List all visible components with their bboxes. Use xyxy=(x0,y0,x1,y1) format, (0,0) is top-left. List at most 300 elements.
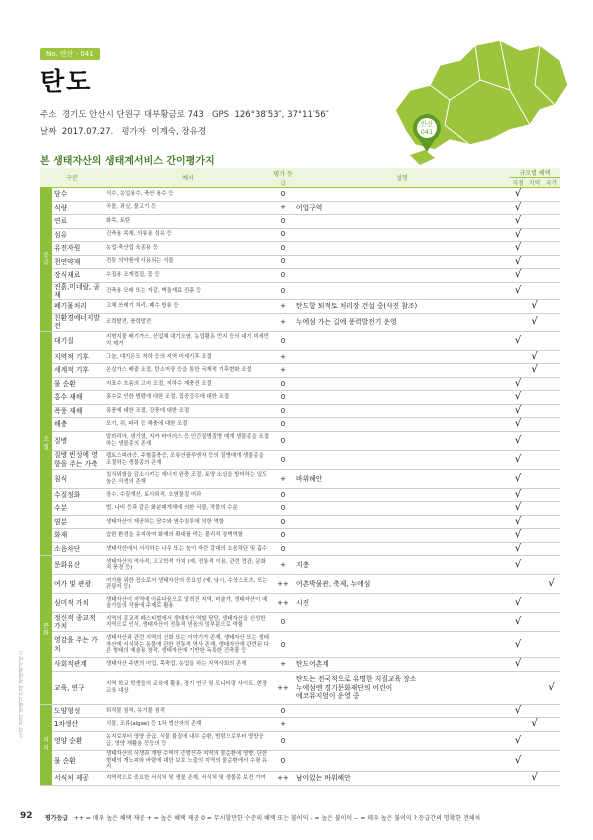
example-cell: 생태자산의 식생과 개방 수역이 증발산과 지역의 물순환에 영향, 단한 형태의 개노피와 바람에 대한 보호 노출의 지역의 물순환에서 수평 유지 xyxy=(104,750,272,771)
example-cell: 퇴적물 침적, 유기물 침적 xyxy=(104,704,272,718)
scope-local-cell xyxy=(510,255,526,269)
table-row xyxy=(40,404,560,418)
scope-national-cell xyxy=(543,529,560,543)
example-cell: 생태자산 주변의 어업, 목축업, 농업을 하는 지역사회의 존재 xyxy=(104,658,272,672)
scope-national-cell xyxy=(543,502,560,516)
service-name-cell: 영양 순환 xyxy=(52,731,104,750)
scope-regional-cell xyxy=(526,575,543,594)
scope-local-cell xyxy=(510,731,526,750)
scope-national-cell xyxy=(543,671,560,704)
grade-cell: 0 xyxy=(272,282,294,300)
scope-regional-cell xyxy=(526,201,543,215)
table-row xyxy=(40,613,560,632)
grade-cell: + xyxy=(272,313,294,331)
grade-cell: + xyxy=(272,718,294,732)
service-name-cell: 질병 xyxy=(52,431,104,450)
example-cell: 말라리아, 댕기열, 지카 바이러스 등 인간질병질병 매개 생물종을 조절하는 생물종의 존재 xyxy=(104,431,272,450)
grade-cell: 0 xyxy=(272,542,294,556)
scope-local-cell xyxy=(510,575,526,594)
description-cell: 시진 xyxy=(294,594,510,613)
example-cell: 지역 학교 학생들의 교육에 활용, 장기 연구 및 모니터링 사이트, 현장교육 대상 xyxy=(104,671,272,704)
table-row xyxy=(40,364,560,378)
service-name-cell: 문화유산 xyxy=(52,556,104,575)
service-name-cell: 친환경에너지발전 xyxy=(52,313,104,331)
example-cell: 여가를 위한 장소로서 생태자산의 중요성 (예, 낚시, 수상스포츠, 또는 관광지 등) xyxy=(104,575,272,594)
grade-cell: + xyxy=(272,658,294,672)
service-name-cell: 유전자원 xyxy=(52,242,104,256)
grade-cell: 0 xyxy=(272,228,294,242)
table-row xyxy=(40,718,560,732)
col-regional: 지역 xyxy=(526,178,543,188)
page-title: 탄도 xyxy=(40,67,93,96)
scope-local-cell xyxy=(510,542,526,556)
col-category: 구분 xyxy=(40,168,104,188)
scope-local-cell xyxy=(510,772,526,786)
check-icon: √ xyxy=(514,377,522,389)
service-name-cell: 섬유 xyxy=(52,228,104,242)
service-name-cell: 서식처 제공 xyxy=(52,772,104,786)
scope-national-cell xyxy=(543,613,560,632)
table-row xyxy=(40,300,560,314)
grade-cell: 0 xyxy=(272,632,294,658)
scope-regional-cell xyxy=(526,502,543,516)
check-icon: √ xyxy=(531,364,538,376)
scope-local-cell xyxy=(510,313,526,331)
grade-cell: ++ xyxy=(272,575,294,594)
scope-local-cell xyxy=(510,404,526,418)
table-header-row xyxy=(40,168,560,178)
scope-regional-cell xyxy=(526,488,543,502)
scope-national-cell xyxy=(543,404,560,418)
example-cell: 생태자산과 관련 지역의 신화 또는 이야기가 존재, 생태자산 또는 생태자산에 서식하는 동물에 관한 전통적 역사 존재, 생태자산에 관련된 다른 형태의 예술용 창작, 생태자산에 기반한 독특한 건축물 등 xyxy=(104,632,272,658)
scope-local-cell xyxy=(510,201,526,215)
grade-cell: 0 xyxy=(272,750,294,771)
scope-national-cell xyxy=(543,255,560,269)
service-name-cell: 정신적 종교적 가치 xyxy=(52,613,104,632)
table-row xyxy=(40,350,560,364)
scope-national-cell xyxy=(543,215,560,229)
example-cell: 습한 환경을 유지하여 화재의 확대를 막는 물리적 장벽역할 xyxy=(104,529,272,543)
example-cell: 지역의 종교적 페스티벌에서 생태자산 역할 담당, 생태자산을 신성한 지역으로 인식, 생태자산이 전통적 믿음의 일부분으로 역할 xyxy=(104,613,272,632)
grade-cell: 0 xyxy=(272,502,294,516)
table-row xyxy=(40,469,560,488)
grade-cell: 0 xyxy=(272,391,294,405)
scope-local-cell xyxy=(510,556,526,575)
map-label-top: 안산 xyxy=(420,120,434,128)
table-row xyxy=(40,750,560,771)
scope-local-cell xyxy=(510,450,526,469)
category-cell: 공급 xyxy=(40,188,52,332)
scope-national-cell xyxy=(543,772,560,786)
example-cell: 곡물, 과실, 물고기 등 xyxy=(104,201,272,215)
scope-local-cell xyxy=(510,469,526,488)
example-cell: 생태자산이 제공하는 담수와 염수침투에 의한 역할 xyxy=(104,515,272,529)
check-icon: √ xyxy=(514,734,522,746)
scope-national-cell xyxy=(543,704,560,718)
check-icon: √ xyxy=(514,472,522,484)
example-cell: 농지로부터 영양 공급, 식물 뮬질에 내부 순환, 범람으로부터 영양공급, 영양 재활용 등등의 등 xyxy=(104,731,272,750)
table-row xyxy=(40,515,560,529)
check-icon: √ xyxy=(514,616,522,628)
scope-national-cell xyxy=(543,364,560,378)
example-cell: 건축용 모래 또는 자갈, 벽돌재료 진흙 등 xyxy=(104,282,272,300)
service-name-cell: 진흙,미네랄, 골재 xyxy=(52,282,104,300)
service-name-cell: 지역적 기후 xyxy=(52,350,104,364)
grade-cell: 0 xyxy=(272,331,294,350)
scope-local-cell xyxy=(510,188,526,202)
check-icon: √ xyxy=(514,334,522,346)
example-cell: 폭풍에 대한 조절, 강풍에 대한 조절 xyxy=(104,404,272,418)
scope-national-cell xyxy=(543,431,560,450)
table-row xyxy=(40,331,560,350)
scope-regional-cell xyxy=(526,632,543,658)
asset-number-badge: No. 안산 - 041 xyxy=(40,48,100,60)
grade-cell: 0 xyxy=(272,404,294,418)
description-cell xyxy=(294,502,510,516)
scope-national-cell xyxy=(543,658,560,672)
scope-local-cell xyxy=(510,488,526,502)
grade-cell: + xyxy=(272,300,294,314)
scope-regional-cell xyxy=(526,269,543,283)
table-row xyxy=(40,731,560,750)
scope-regional-cell xyxy=(526,594,543,613)
service-name-cell: 사회적관계 xyxy=(52,658,104,672)
check-icon: √ xyxy=(514,228,522,240)
check-icon: √ xyxy=(514,215,522,226)
service-name-cell: 연료 xyxy=(52,215,104,229)
scope-local-cell xyxy=(510,632,526,658)
grade-cell: ++ xyxy=(272,671,294,704)
col-local: 지점 xyxy=(510,178,526,188)
scope-local-cell xyxy=(510,331,526,350)
scope-national-cell xyxy=(543,418,560,432)
scope-national-cell xyxy=(543,350,560,364)
grade-legend xyxy=(45,813,480,822)
description-cell xyxy=(294,529,510,543)
service-name-cell: 물 순환 xyxy=(52,750,104,771)
service-name-cell: 교육, 연구 xyxy=(52,671,104,704)
table-row xyxy=(40,575,560,594)
scope-regional-cell xyxy=(526,704,543,718)
service-name-cell: 폭풍 재해 xyxy=(52,404,104,418)
service-name-cell: 영감을 주는 가치 xyxy=(52,632,104,658)
scope-national-cell xyxy=(543,300,560,314)
grade-cell: + xyxy=(272,350,294,364)
example-cell: 고체 쓰레기 처리, 폐수 방류 등 xyxy=(104,300,272,314)
scope-national-cell xyxy=(543,188,560,202)
scope-national-cell xyxy=(543,594,560,613)
scope-national-cell xyxy=(543,632,560,658)
evaluator-label: 평가자 xyxy=(121,127,146,137)
scope-regional-cell xyxy=(526,418,543,432)
scope-national-cell xyxy=(543,542,560,556)
col-grade: 평가 등급 xyxy=(272,168,294,188)
scope-national-cell xyxy=(543,201,560,215)
service-name-cell: 식량 xyxy=(52,201,104,215)
scope-local-cell xyxy=(510,671,526,704)
check-icon: √ xyxy=(514,559,522,571)
table-row xyxy=(40,215,560,229)
scope-national-cell xyxy=(543,377,560,391)
description-cell: 지충 xyxy=(294,556,510,575)
legend-text: ++ = 매우 높은 혜택 제공 + = 높은 혜택 제공 0 = 무시할만한 수준의 혜택 또는 불이익 - = 높은 불이익 -- = 매우 높은 불이익 ? 등급간의 명확한 견해차 xyxy=(73,815,481,822)
description-cell xyxy=(294,188,510,202)
check-icon: √ xyxy=(514,658,522,670)
scope-regional-cell xyxy=(526,431,543,450)
scope-regional-cell xyxy=(526,331,543,350)
check-icon: √ xyxy=(514,255,522,267)
page-number: 92 xyxy=(20,811,33,821)
example-cell: 농업·축산업 육종용 등 xyxy=(104,242,272,256)
example-cell: 침식위험을 감소시키는 에너지 완충 조절, 토양 소실을 방어하는 일도 높은 식생의 존재 xyxy=(104,469,272,488)
scope-regional-cell xyxy=(526,469,543,488)
scope-regional-cell xyxy=(526,450,543,469)
table-row xyxy=(40,594,560,613)
scope-regional-cell xyxy=(526,282,543,300)
service-name-cell: 담수 xyxy=(52,188,104,202)
example-cell: 지역적으로 중요한 서식처 및 생물 존재, 서식처 및 생물종 보전 기여 xyxy=(104,772,272,786)
table-row xyxy=(40,431,560,450)
category-cell: 조절 xyxy=(40,331,52,556)
example-cell: 그늘, 대기온도 저하 등의 지역 미세기후 조절 xyxy=(104,350,272,364)
description-cell xyxy=(294,282,510,300)
check-icon: √ xyxy=(531,772,538,784)
grade-cell: 0 xyxy=(272,418,294,432)
map-label-bottom: 041 xyxy=(420,128,434,136)
scope-regional-cell xyxy=(526,377,543,391)
table-row xyxy=(40,269,560,283)
table-row xyxy=(40,450,560,469)
grade-cell: 0 xyxy=(272,255,294,269)
scope-local-cell xyxy=(510,529,526,543)
table-row xyxy=(40,228,560,242)
scope-regional-cell xyxy=(526,300,543,314)
legend-label: 평가등급 xyxy=(45,815,69,822)
scope-regional-cell xyxy=(526,313,543,331)
description-cell xyxy=(294,228,510,242)
scope-local-cell xyxy=(510,594,526,613)
grade-cell: 0 xyxy=(272,704,294,718)
service-name-cell: 수질정화 xyxy=(52,488,104,502)
scope-local-cell xyxy=(510,350,526,364)
scope-regional-cell xyxy=(526,529,543,543)
description-cell xyxy=(294,269,510,283)
description-cell: 탄도항 퇴적토 처리장 건설 중(사진 참조) xyxy=(294,300,510,314)
scope-local-cell xyxy=(510,377,526,391)
example-cell: 생태자산에서 서식하는 나무 또는 높이 자란 갈대의 소음차단 및 흡수 xyxy=(104,542,272,556)
description-cell: 어업구역 xyxy=(294,201,510,215)
description-cell xyxy=(294,331,510,350)
scope-local-cell xyxy=(510,515,526,529)
scope-regional-cell xyxy=(526,658,543,672)
scope-local-cell xyxy=(510,269,526,283)
scope-regional-cell xyxy=(526,556,543,575)
service-name-cell: 폐기물처리 xyxy=(52,300,104,314)
grade-cell: ++ xyxy=(272,594,294,613)
scope-national-cell xyxy=(543,450,560,469)
check-icon: √ xyxy=(514,754,522,766)
service-name-cell: 화재 xyxy=(52,529,104,543)
scope-regional-cell xyxy=(526,718,543,732)
scope-local-cell xyxy=(510,431,526,450)
check-icon: √ xyxy=(514,529,522,541)
description-cell xyxy=(294,704,510,718)
date-line xyxy=(40,125,206,137)
table-row xyxy=(40,188,560,202)
description-cell xyxy=(294,350,510,364)
scope-local-cell xyxy=(510,242,526,256)
scope-national-cell xyxy=(543,488,560,502)
table-row xyxy=(40,377,560,391)
scope-local-cell xyxy=(510,750,526,771)
check-icon: √ xyxy=(531,350,538,362)
scope-local-cell xyxy=(510,704,526,718)
table-row xyxy=(40,658,560,672)
check-icon: √ xyxy=(514,242,522,253)
scope-regional-cell xyxy=(526,515,543,529)
table-row xyxy=(40,542,560,556)
table-row xyxy=(40,632,560,658)
description-cell xyxy=(294,364,510,378)
category-cell: 문화 xyxy=(40,556,52,705)
description-cell xyxy=(294,255,510,269)
scope-national-cell xyxy=(543,313,560,331)
service-name-cell: 침식 xyxy=(52,469,104,488)
grade-cell: 0 xyxy=(272,488,294,502)
scope-regional-cell xyxy=(526,731,543,750)
service-name-cell: 1차생산 xyxy=(52,718,104,732)
scope-regional-cell xyxy=(526,350,543,364)
description-cell: 어촌박물관, 축제, 누에섬 xyxy=(294,575,510,594)
check-icon: √ xyxy=(514,404,522,416)
grade-cell: 0 xyxy=(272,242,294,256)
grade-cell: 0 xyxy=(272,515,294,529)
scope-regional-cell xyxy=(526,215,543,229)
description-cell xyxy=(294,377,510,391)
col-national: 국가 xyxy=(543,178,560,188)
scope-national-cell xyxy=(543,282,560,300)
grade-cell: ++ xyxy=(272,772,294,786)
scope-local-cell xyxy=(510,418,526,432)
scope-regional-cell xyxy=(526,613,543,632)
scope-regional-cell xyxy=(526,542,543,556)
example-cell: 지표수 흐름의 고저 조절, 지하수 재충전 조절 xyxy=(104,377,272,391)
description-cell xyxy=(294,731,510,750)
service-name-cell: 세계적 기후 xyxy=(52,364,104,378)
check-icon: √ xyxy=(514,188,522,199)
description-cell: 탄도어촌계 xyxy=(294,658,510,672)
scope-national-cell xyxy=(543,515,560,529)
check-icon: √ xyxy=(514,488,522,500)
description-cell: 바위해안 xyxy=(294,469,510,488)
check-icon: √ xyxy=(514,502,522,514)
scope-local-cell xyxy=(510,391,526,405)
address-line xyxy=(40,108,329,120)
table-row xyxy=(40,255,560,269)
example-cell: 화목, 토탄 xyxy=(104,215,272,229)
description-cell: 누에섬 가는 길에 풍력발전기 운영 xyxy=(294,313,510,331)
scope-regional-cell xyxy=(526,255,543,269)
table-row xyxy=(40,772,560,786)
check-icon: √ xyxy=(514,638,522,650)
table-row xyxy=(40,418,560,432)
table-row xyxy=(40,313,560,331)
service-name-cell: 도양형성 xyxy=(52,704,104,718)
table-row xyxy=(40,201,560,215)
description-cell xyxy=(294,450,510,469)
scope-national-cell xyxy=(543,575,560,594)
check-icon: √ xyxy=(514,542,522,554)
description-cell xyxy=(294,613,510,632)
scope-regional-cell xyxy=(526,772,543,786)
description-cell xyxy=(294,750,510,771)
table-row xyxy=(40,282,560,300)
check-icon: √ xyxy=(514,391,522,403)
description-cell xyxy=(294,488,510,502)
grade-cell: 0 xyxy=(272,269,294,283)
grade-cell: 0 xyxy=(272,188,294,202)
grade-cell: 0 xyxy=(272,431,294,450)
scope-local-cell xyxy=(510,718,526,732)
example-cell: 홍수로 인한 범람에 대한 조절, 집중강우에 대한 조절 xyxy=(104,391,272,405)
table-row xyxy=(40,704,560,718)
table-row xyxy=(40,242,560,256)
example-cell: 온실가스 배출 조절, 탄소저장 등을 통한 국제적 기후변화 조절 xyxy=(104,364,272,378)
description-cell xyxy=(294,418,510,432)
example-cell: 건축용 목재, 의류용 섬유 등 xyxy=(104,228,272,242)
check-icon: √ xyxy=(514,453,522,465)
table-row xyxy=(40,391,560,405)
check-icon: √ xyxy=(531,316,538,328)
check-icon: √ xyxy=(548,681,555,693)
service-name-cell: 심미적 가치 xyxy=(52,594,104,613)
grade-cell: 0 xyxy=(272,529,294,543)
description-cell xyxy=(294,431,510,450)
grade-cell: + xyxy=(272,469,294,488)
check-icon: √ xyxy=(514,597,522,609)
description-cell: 남아있는 바위해안 xyxy=(294,772,510,786)
example-cell: 장수, 수질개선, 토사퇴적, 오염물질 여과 xyxy=(104,488,272,502)
description-cell xyxy=(294,404,510,418)
example-cell: 벌, 나비 등과 같은 화분매개체에 의한 식물, 작물의 수분 xyxy=(104,502,272,516)
service-name-cell: 장식재료 xyxy=(52,269,104,283)
col-scope: 규모별 혜택 xyxy=(510,168,560,178)
example-cell: 지형지물 배기가스, 산업체 대기오염, 농업활동 먼지 등의 대기 미세먼지 제거 xyxy=(104,331,272,350)
service-name-cell: 소음차단 xyxy=(52,542,104,556)
service-name-cell: 홍수 재해 xyxy=(52,391,104,405)
grade-cell: 0 xyxy=(272,377,294,391)
description-cell xyxy=(294,515,510,529)
service-name-cell: 천연약재 xyxy=(52,255,104,269)
scope-regional-cell xyxy=(526,188,543,202)
grade-cell: 0 xyxy=(272,613,294,632)
check-icon: √ xyxy=(514,269,522,280)
scope-national-cell xyxy=(543,469,560,488)
scope-local-cell xyxy=(510,658,526,672)
grade-cell: + xyxy=(272,201,294,215)
grade-cell: 0 xyxy=(272,450,294,469)
scope-local-cell xyxy=(510,613,526,632)
location-map xyxy=(390,30,575,170)
scope-national-cell xyxy=(543,242,560,256)
service-name-cell: 해충 xyxy=(52,418,104,432)
col-description: 설명 xyxy=(294,168,510,188)
scope-national-cell xyxy=(543,269,560,283)
check-icon: √ xyxy=(548,578,555,590)
scope-local-cell xyxy=(510,215,526,229)
check-icon: √ xyxy=(514,515,522,527)
service-name-cell: 여가 및 관광 xyxy=(52,575,104,594)
